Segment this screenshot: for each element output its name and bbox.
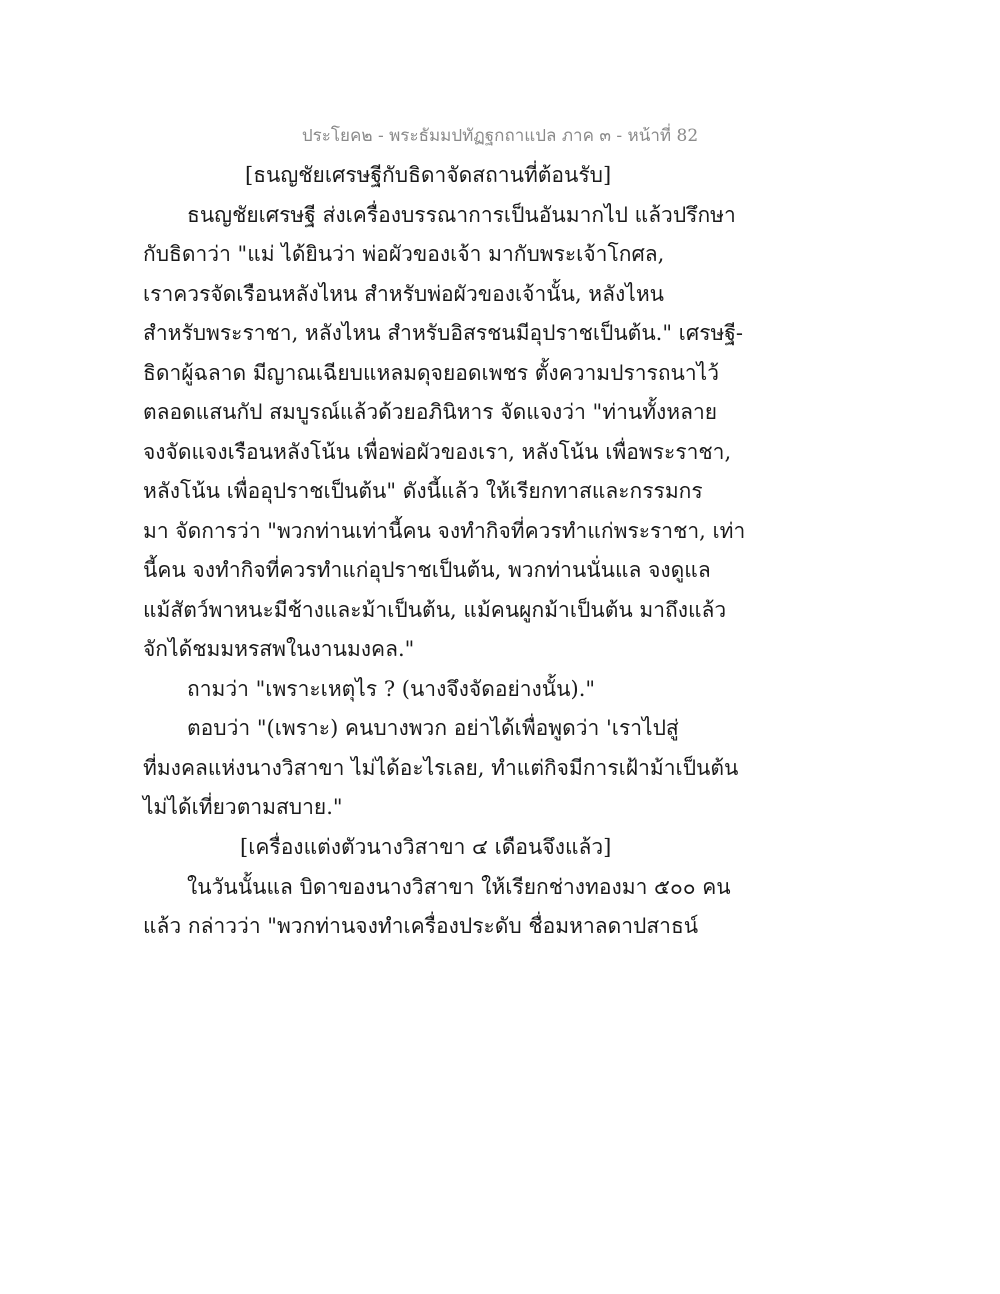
paragraph-line: ธนญชัยเศรษฐี ส่งเครื่องบรรณาการเป็นอันมากไป แล้วปรึกษา — [187, 203, 736, 227]
paragraph-line: ในวันนั้นแล บิดาของนางวิสาขา ให้เรียกช่างทองมา ๕๐๐ คน — [187, 875, 731, 899]
paragraph-line: ตลอดแสนกัป สมบูรณ์แล้วด้วยอภินิหาร จัดแจงว่า "ท่านทั้งหลาย — [143, 400, 718, 424]
paragraph-line: ถามว่า "เพราะเหตุไร ? (นางจึงจัดอย่างนั้น)." — [187, 677, 596, 701]
paragraph-line: หลังโน้น เพื่ออุปราชเป็นต้น" ดังนี้แล้ว ให้เรียกทาสและกรรมกร — [143, 479, 703, 503]
paragraph-line: กับธิดาว่า "แม่ ได้ยินว่า พ่อผัวของเจ้า มากับพระเจ้าโกศล, — [143, 242, 665, 266]
paragraph-line: เราควรจัดเรือนหลังไหน สำหรับพ่อผัวของเจ้านั้น, หลังไหน — [143, 282, 665, 306]
running-header: ประโยค๒ - พระธัมมปทัฏฐกถาแปล ภาค ๓ - หน้าที่ 82 — [301, 126, 699, 146]
paragraph-line: ไม่ได้เที่ยวตามสบาย." — [143, 795, 343, 819]
paragraph-line: จงจัดแจงเรือนหลังโน้น เพื่อพ่อผัวของเรา, หลังโน้น เพื่อพระราชา, — [143, 440, 732, 464]
paragraph-line: สำหรับพระราชา, หลังไหน สำหรับอิสรชนมีอุปราชเป็นต้น." เศรษฐี- — [143, 321, 743, 345]
paragraph-line: ที่มงคลแห่งนางวิสาขา ไม่ได้อะไรเลย, ทำแต่กิจมีการเฝ้าม้าเป็นต้น — [143, 756, 739, 780]
paragraph-line: ธิดาผู้ฉลาด มีญาณเฉียบแหลมดุจยอดเพชร ตั้งความปรารถนาไว้ — [143, 361, 720, 385]
paragraph-line: แล้ว กล่าวว่า "พวกท่านจงทำเครื่องประดับ ชื่อมหาลดาปสาธน์ — [143, 914, 699, 938]
section-heading: [ธนญชัยเศรษฐีกับธิดาจัดสถานที่ต้อนรับ] — [245, 163, 612, 187]
section-heading: [เครื่องแต่งตัวนางวิสาขา ๔ เดือนจึงแล้ว] — [240, 835, 612, 859]
paragraph-line: มา จัดการว่า "พวกท่านเท่านี้คน จงทำกิจที่ควรทำแก่พระราชา, เท่า — [143, 519, 746, 543]
paragraph-line: นี้คน จงทำกิจที่ควรทำแก่อุปราชเป็นต้น, พวกท่านนั่นแล จงดูแล — [143, 558, 711, 582]
paragraph-line: แม้สัตว์พาหนะมีช้างและม้าเป็นต้น, แม้คนผูกม้าเป็นต้น มาถึงแล้ว — [143, 598, 727, 622]
paragraph-line: ตอบว่า "(เพราะ) คนบางพวก อย่าได้เพื่อพูดว่า 'เราไปสู่ — [187, 716, 679, 740]
paragraph-line: จักได้ชมมหรสพในงานมงคล." — [143, 637, 415, 661]
